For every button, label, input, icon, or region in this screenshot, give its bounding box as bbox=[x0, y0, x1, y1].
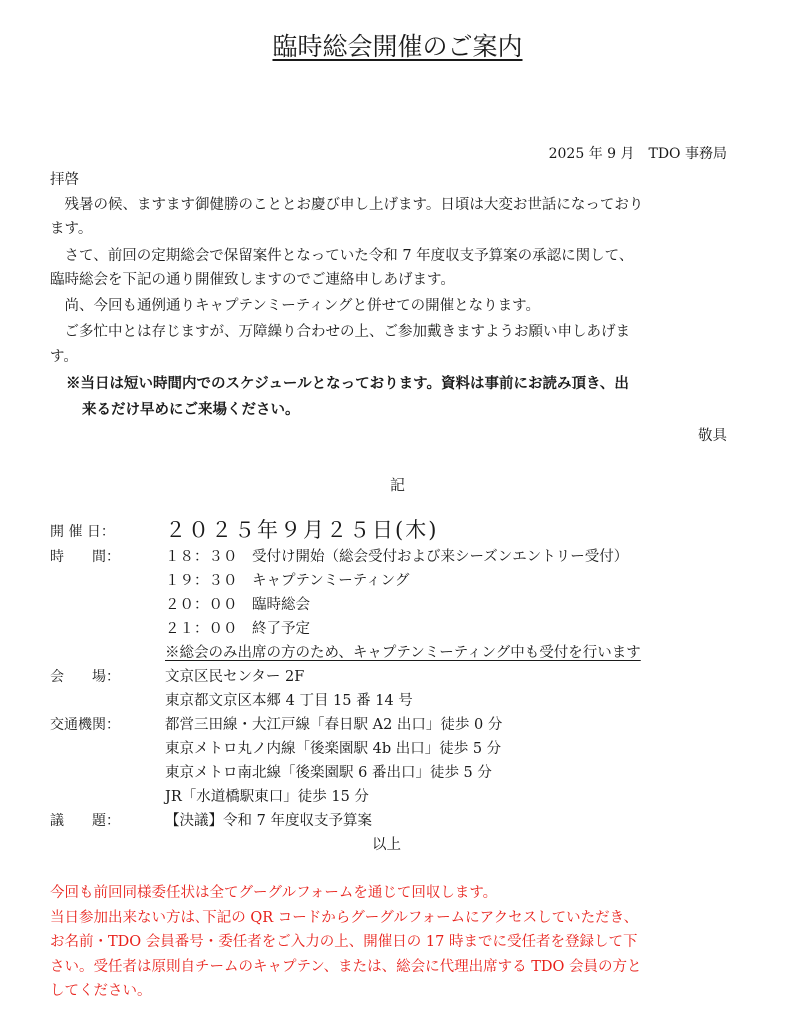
transport-item: JR「水道橋駅東口」徒歩 15 分 bbox=[165, 789, 369, 805]
transport-item: 東京メトロ丸ノ内線「後楽園駅 4b 出口」徒歩 5 分 bbox=[165, 741, 502, 757]
date-and-sender: 2025 年 9 月 TDO 事務局 bbox=[548, 146, 727, 162]
transport-item: 都営三田線・大江戸線「春日駅 A2 出口」徒歩 0 分 bbox=[165, 717, 503, 733]
greeting: 拝啓 bbox=[50, 172, 79, 188]
body-line: 臨時総会を下記の通り開催致しますのでご連絡申しあげます。 bbox=[50, 272, 455, 288]
red-notice-line: 当日参加出来ない方は､下記の QR コードからグーグルフォームにアクセスしていただき、 bbox=[50, 910, 639, 926]
ki-heading: 記 bbox=[389, 476, 405, 494]
body-line: す。 bbox=[50, 349, 78, 365]
body-line: 尚、今回も通例通りキャプテンミーティングと併せての開催となります。 bbox=[50, 298, 540, 314]
page-title: 臨時総会開催のご案内 bbox=[272, 32, 523, 61]
venue-address: 東京都文京区本郷 4 丁目 15 番 14 号 bbox=[165, 693, 413, 709]
body-line: ご多忙中とは存じますが、万障繰り合わせの上、ご参加戴きますようお願い申しあげま bbox=[50, 324, 630, 340]
venue-label: 会 場： bbox=[50, 669, 120, 685]
bold-note-line: ※当日は短い時間内でのスケジュールとなっております。資料は事前にお読み頂き、出 bbox=[66, 375, 629, 392]
venue-name: 文京区民センター 2F bbox=[165, 669, 305, 685]
body-line: さて、前回の定期総会で保留案件となっていた令和 7 年度収支予算案の承認に関して、 bbox=[50, 248, 634, 264]
date-value: ２０２５年９月２５日(木) bbox=[165, 518, 439, 542]
schedule-item: １９：３０ キャプテンミーティング bbox=[165, 573, 410, 589]
schedule-item: １８：３０ 受付け開始（総会受付および来シーズンエントリー受付） bbox=[165, 549, 629, 565]
ijo-closing: 以上 bbox=[372, 837, 401, 853]
closing-keigu: 敬具 bbox=[698, 428, 727, 444]
red-notice-line: お名前・TDO 会員番号・委任者をご入力の上、開催日の 17 時までに受任者を登録して下 bbox=[50, 934, 638, 950]
transport-label: 交通機関： bbox=[50, 717, 120, 733]
body-line: ます。 bbox=[50, 221, 93, 237]
agenda-value: 【決議】令和 7 年度収支予算案 bbox=[165, 813, 372, 829]
red-notice-line: してください。 bbox=[50, 983, 152, 999]
schedule-item: ２１：００ 終了予定 bbox=[165, 621, 310, 637]
red-notice-line: さい。受任者は原則自チームのキャプテン、または、総会に代理出席する TDO 会員の方と bbox=[50, 959, 642, 975]
transport-item: 東京メトロ南北線「後楽園駅 6 番出口」徒歩 5 分 bbox=[165, 765, 492, 781]
time-label: 時 間： bbox=[50, 549, 120, 565]
date-label: 開 催 日： bbox=[50, 524, 115, 540]
schedule-note: ※総会のみ出席の方のため、キャプテンミーティング中も受付を行います bbox=[165, 645, 641, 661]
body-line: 残暑の候、ますます御健勝のこととお慶び申し上げます。日頃は大変お世話になっており bbox=[50, 197, 644, 213]
red-notice-line: 今回も前回同様委任状は全てグーグルフォームを通じて回収します。 bbox=[50, 885, 498, 901]
bold-note-line: 来るだけ早めにご来場ください。 bbox=[82, 401, 300, 418]
schedule-item: ２０：００ 臨時総会 bbox=[165, 597, 310, 613]
agenda-label: 議 題： bbox=[50, 813, 120, 829]
